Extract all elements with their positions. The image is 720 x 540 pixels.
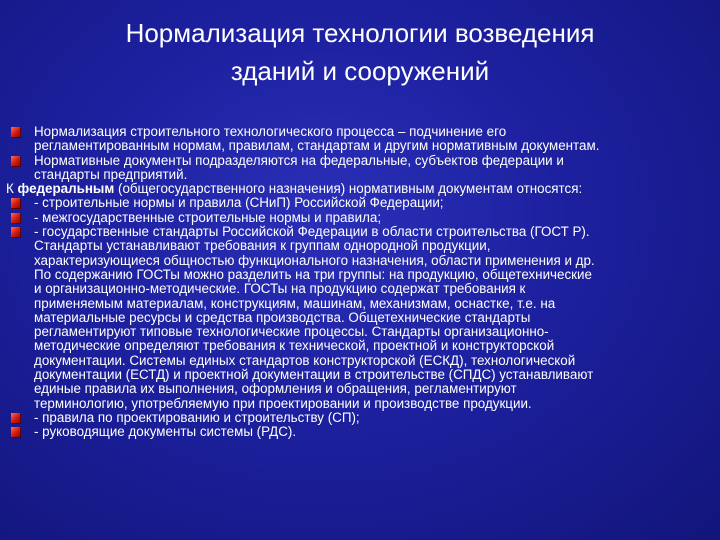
text-line: материальные ресурсы и средства производства. Общетехнические стандарты bbox=[34, 309, 531, 325]
text-line: Нормализация строительного технологического процесса – подчинение его bbox=[34, 124, 507, 139]
text-line: регламентированным нормам, правилам, стандартам и другим нормативным документам. bbox=[34, 138, 600, 154]
paragraph-normalization bbox=[6, 125, 714, 154]
text-bold-federal: федеральным bbox=[17, 181, 115, 197]
red-square-bullet-icon bbox=[11, 427, 20, 437]
text-line: - строительные нормы и правила (СНиП) Российской Федерации; bbox=[34, 195, 444, 211]
slide-title bbox=[60, 14, 660, 90]
text-line: - правила по проектированию и строительству (СП); bbox=[34, 409, 360, 425]
red-square-bullet-icon bbox=[11, 227, 20, 237]
list-item-gost bbox=[6, 225, 714, 411]
red-square-bullet-icon bbox=[11, 156, 20, 166]
list-item-interstate-norms bbox=[6, 211, 714, 225]
paragraph-normative-docs bbox=[6, 154, 714, 183]
text-line: и организационно-методические. ГОСТы на продукцию содержат требования к bbox=[34, 281, 526, 297]
text-line: - государственные стандарты Российской Федерации в области строительства (ГОСТ Р). bbox=[34, 224, 590, 240]
text-line: регламентируют типовые технологические процессы. Стандарты организационно- bbox=[34, 324, 549, 340]
title-line-2: зданий и сооружений bbox=[230, 56, 490, 86]
red-square-bullet-icon bbox=[11, 213, 20, 223]
paragraph-federal bbox=[6, 182, 714, 196]
list-item-rds bbox=[6, 425, 714, 439]
red-square-bullet-icon bbox=[11, 413, 20, 423]
list-item-snip bbox=[6, 196, 714, 210]
text-line: характеризующиеся общностью функционального назначения, области применения и др. bbox=[34, 252, 595, 268]
text-line: документации. Системы единых стандартов конструкторской (ЕСКД), технологической bbox=[34, 352, 576, 368]
text-line: применяемым материалам, конструкциям, машинам, механизмам, оснастке, т.е. на bbox=[34, 295, 556, 311]
red-square-bullet-icon bbox=[11, 198, 20, 208]
text-line: единые правила их выполнения, оформления и обращения, регламентируют bbox=[34, 381, 517, 397]
text-prefix: К bbox=[6, 181, 18, 197]
text-line: - руководящие документы системы (РДС). bbox=[34, 424, 297, 440]
title-line-1: Нормализация технологии возведения bbox=[125, 18, 595, 48]
text-line: терминологию, употребляемую при проектировании и производстве продукции. bbox=[34, 395, 532, 411]
slide-body bbox=[6, 125, 714, 440]
red-square-bullet-icon bbox=[11, 127, 20, 137]
text-line: Нормативные документы подразделяются на федеральные, субъектов федерации и bbox=[34, 152, 564, 168]
text-line: Стандарты устанавливают требования к группам однородной продукции, bbox=[34, 238, 491, 254]
text-line: документации (ЕСТД) и проектной документации в строительстве (СПДС) устанавливают bbox=[34, 367, 594, 383]
text-line: - межгосударственные строительные нормы и правила; bbox=[34, 209, 382, 225]
text-line: стандарты предприятий. bbox=[34, 166, 188, 182]
text-line: методические определяют требования к технической, проектной и конструкторской bbox=[34, 338, 555, 354]
text-rest: (общегосударственного назначения) нормативным документам относятся: bbox=[114, 181, 583, 197]
list-item-sp bbox=[6, 411, 714, 425]
text-line: По содержанию ГОСТы можно разделить на три группы: на продукцию, общетехнические bbox=[34, 266, 592, 282]
